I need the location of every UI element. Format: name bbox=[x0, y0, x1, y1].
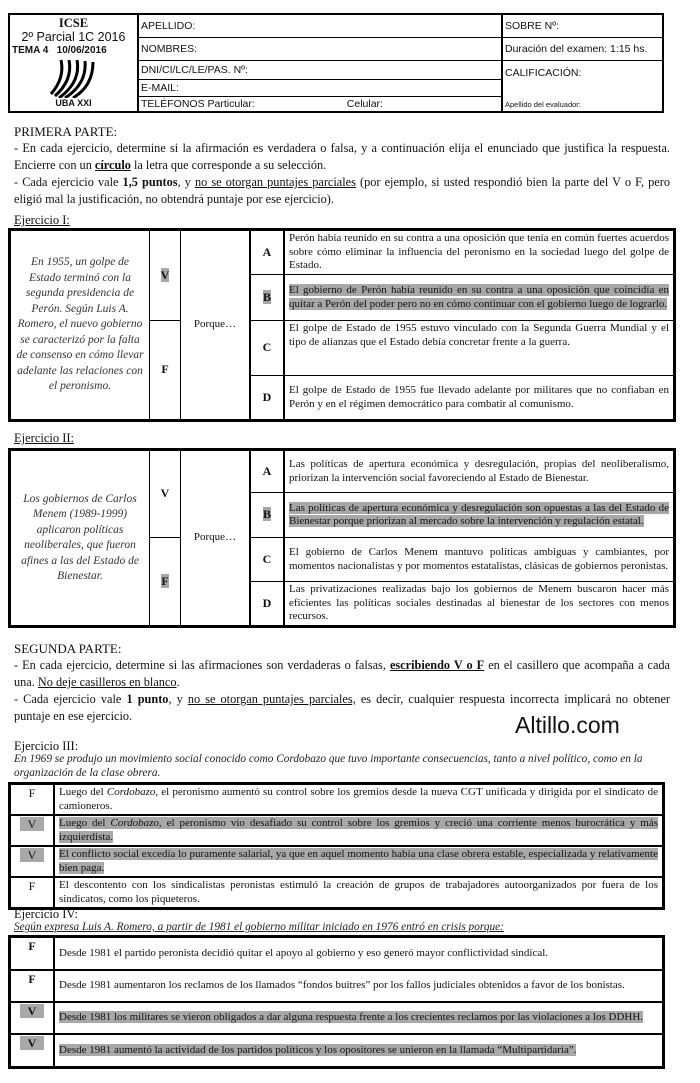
text: - En cada ejercicio, determine si las afirmaciones son verdaderas o falsas, bbox=[14, 658, 390, 672]
student-fields bbox=[139, 15, 503, 111]
ej1-option-v[interactable] bbox=[150, 230, 181, 321]
option-text: El gobierno de Perón había reunido en su contra a una oposición que coincidía en quitar a Perón del poder pero no en cómo continuar con el gobierno luego de lograrlo. bbox=[289, 284, 669, 310]
letter: B bbox=[262, 507, 271, 522]
ej3-statement-4: El descontento con los sindicalistas peronistas estimuló la creación de grupos de trabajadores autoorganizados por fuera de los sindicatos, como los piqueteros. bbox=[54, 877, 664, 909]
letter: B bbox=[262, 289, 271, 304]
ej2-option-f[interactable] bbox=[150, 538, 181, 627]
ej2-statement: Los gobiernos de Carlos Menem (1989-1999) aplicaron políticas neoliberales, que fueron afines a las del Estado de Bienestar. bbox=[10, 450, 150, 627]
text-bold: 1 punto bbox=[126, 692, 169, 706]
ej2-option-v[interactable]: V bbox=[150, 450, 181, 538]
ej1-option-c: El golpe de Estado de 1955 estuvo vinculado con la Segunda Guerra Mundial y el tipo de alianzas que el Estado debía concretar frente a la guerra. bbox=[284, 321, 675, 376]
answer: V bbox=[20, 817, 45, 831]
ej4-row bbox=[10, 937, 664, 970]
ej3-row bbox=[10, 784, 664, 816]
text: - Cada ejercicio vale bbox=[14, 692, 127, 706]
ejercicio-3-intro: En 1969 se produjo un movimiento social conocido como Cordobazo que tuvo importante consecuencias, tanto a nivel político, como en la organización de la clase obrera. bbox=[14, 753, 643, 779]
duracion-label: Duración del examen: 1:15 hs. bbox=[503, 38, 662, 61]
ejercicio-1-table bbox=[8, 228, 676, 422]
text: en el casillero que acompaña a cada una. bbox=[14, 658, 671, 689]
ej3-statement-2 bbox=[54, 815, 664, 846]
text: es decir, cualquier respuesta incorrecta implicará no obtener puntaje en ese ejercicio. bbox=[14, 692, 671, 723]
ej3-answer-4[interactable]: F bbox=[10, 877, 55, 909]
ejercicio-4-table bbox=[8, 935, 665, 1069]
answer: V bbox=[20, 848, 45, 862]
ejercicio-4-title: Ejercicio IV: bbox=[14, 907, 78, 921]
ej2-letter-b[interactable] bbox=[250, 493, 284, 538]
text: . bbox=[176, 675, 180, 689]
text: , el peronismo vio desafiado su control sobre los gremios y creció una corriente menos burocrática y más izquierdista. bbox=[59, 817, 658, 843]
title: Ejercicio I: bbox=[14, 213, 70, 227]
admin-fields bbox=[503, 15, 662, 111]
text: (por ejemplo, si usted respondió bien la parte del V o F, pero eligió mal la justificación, no obtendrá puntaje por ese ejercicio). bbox=[14, 175, 670, 206]
ej3-answer-3[interactable] bbox=[10, 846, 55, 877]
uba-logo-icon bbox=[49, 58, 99, 98]
tema-date: TEMA 4 10/06/2016 bbox=[12, 45, 107, 56]
text-italic: Cordobazo bbox=[110, 817, 159, 829]
ej2-letter-d[interactable]: D bbox=[250, 582, 284, 627]
primera-parte-instructions bbox=[14, 123, 670, 208]
ej4-answer-3[interactable] bbox=[10, 1002, 55, 1034]
title: Ejercicio II: bbox=[14, 431, 75, 445]
ej3-answer-2[interactable] bbox=[10, 815, 55, 846]
ej4-row bbox=[10, 970, 664, 1002]
ej3-row bbox=[10, 815, 664, 846]
text-bold-underlined: escribiendo V o F bbox=[389, 658, 485, 672]
ej4-answer-4[interactable] bbox=[10, 1034, 55, 1067]
ej1-letter-c[interactable]: C bbox=[250, 321, 284, 376]
calificacion-label: CALIFICACIÓN: bbox=[505, 67, 582, 79]
text: Luego del bbox=[59, 817, 111, 829]
telefonos-label: TELÉFONOS Particular: bbox=[141, 98, 255, 110]
text: Desde 1981 los militares se vieron obligados a dar alguna respuesta frente a los crecientes reclamos por las violaciones a los DDHH. bbox=[59, 1011, 644, 1024]
institution: ICSE bbox=[58, 16, 89, 30]
telefonos-field[interactable] bbox=[139, 97, 501, 111]
exam-header bbox=[8, 13, 664, 113]
sobre-field[interactable]: SOBRE Nº: bbox=[503, 15, 662, 38]
ej3-row bbox=[10, 877, 664, 909]
ej1-letter-b[interactable] bbox=[250, 275, 284, 321]
text-italic: Cordobazo bbox=[106, 786, 156, 798]
ejercicio-3-title: Ejercicio III: bbox=[14, 739, 79, 753]
ej3-statement-3 bbox=[54, 846, 664, 877]
ej4-statement-4 bbox=[54, 1034, 664, 1067]
ej2-option-a: Las políticas de apertura económica y desregulación, propias del neoliberalismo, priorizan la intervención social favoreciendo al Estado de Bienestar. bbox=[284, 450, 675, 493]
ej1-option-a: Perón había reunido en su contra a una oposición que tenía en común fuertes acuerdos sobre cómo eliminar la influencia del peronismo en la sociedad luego del golpe de Estado. bbox=[284, 230, 675, 275]
ej4-row bbox=[10, 1034, 664, 1067]
text-underlined: No deje casilleros en blanco bbox=[37, 675, 177, 689]
text-underlined: no se otorgan puntajes parciales bbox=[194, 175, 356, 189]
ej4-answer-1[interactable]: F bbox=[10, 937, 55, 970]
logo-text: UBA XXI bbox=[55, 98, 92, 108]
ej1-option-b bbox=[284, 275, 675, 321]
text: El conflicto social excedía lo puramente salarial, ya que en aquel momento había una clase obrera estable, especializada y relativamente bien paga. bbox=[59, 848, 658, 874]
ej2-letter-a[interactable]: A bbox=[250, 450, 284, 493]
ej1-statement: En 1955, un golpe de Estado terminó con la segunda presidencia de Perón. Según Luis A. Romero, el nuevo gobierno se caracterizó por la falta de consenso en cómo llevar adelante las relaciones con el peronismo. bbox=[10, 230, 150, 421]
ej2-option-c: El gobierno de Carlos Menem mantuvo políticas ambiguas y cambiantes, por momentos nacionalistas y por momentos estatalistas, clásicas de gobiernos peronistas. bbox=[284, 538, 675, 582]
evaluador-label: Apellido del evaluador: bbox=[505, 100, 581, 109]
instruction-1 bbox=[14, 140, 670, 174]
watermark: Altillo.com bbox=[515, 712, 620, 738]
ejercicio-2-table bbox=[8, 448, 676, 628]
text: , el peronismo aumentó su control sobre los gremios desde la nueva CGT unificada y dirigida por el sindicato de camioneros. bbox=[59, 786, 658, 812]
ej1-option-f[interactable]: F bbox=[150, 321, 181, 421]
nombres-field[interactable]: NOMBRES: bbox=[139, 38, 501, 61]
option-text: Las políticas de apertura económica y desregulación son opuestas a las del Estado de Bienestar porque priorizan al mercado sobre la intervención y regulación estatal. bbox=[289, 501, 669, 528]
instruction-1 bbox=[14, 657, 670, 691]
ejercicio-4-intro: Según expresa Luis A. Romero, a partir de 1981 el gobierno militar iniciado en 1976 entró en crisis porque: bbox=[14, 921, 504, 933]
ej2-porque: Porque… bbox=[181, 450, 251, 627]
text: , y bbox=[177, 175, 195, 189]
ej4-answer-2[interactable]: F bbox=[10, 970, 55, 1002]
v-label: V bbox=[160, 267, 170, 282]
header-logo-block bbox=[10, 15, 139, 111]
ej4-row bbox=[10, 1002, 664, 1034]
ej3-row bbox=[10, 846, 664, 877]
text-underlined: no se otorgan puntajes parciales, bbox=[187, 692, 356, 706]
ej2-letter-c[interactable]: C bbox=[250, 538, 284, 582]
text: Luego del bbox=[59, 786, 107, 798]
exam-name: 2º Parcial 1C 2016 bbox=[21, 30, 126, 44]
text: Desde 1981 aumentó la actividad de los partidos políticos y los opositores se unieron en la llamada “Multipartidaria”. bbox=[59, 1043, 577, 1056]
ejercicio-1-title bbox=[14, 213, 70, 228]
ejercicio-3-table bbox=[8, 782, 665, 910]
text: - En cada ejercicio, determine si la afirmación es verdadera o falsa, y a continuación elija el enunciado que justifica la respuesta. Encierre con un bbox=[14, 141, 670, 172]
ej1-letter-a[interactable]: A bbox=[250, 230, 284, 275]
ej4-statement-3 bbox=[54, 1002, 664, 1034]
email-field[interactable]: E-MAIL: bbox=[139, 80, 501, 97]
ej4-statement-1: Desde 1981 el partido peronista decidió quitar el apoyo al gobierno y eso generó mayor conflictividad sindical. bbox=[54, 937, 664, 970]
dni-field[interactable]: DNI/CI/LC/LE/PAS. Nº: bbox=[139, 61, 501, 80]
text-bold: 1,5 puntos bbox=[122, 175, 178, 189]
text-underlined: círculo bbox=[94, 158, 131, 172]
instruction-2 bbox=[14, 174, 670, 208]
f-label: F bbox=[161, 573, 169, 588]
text: - Cada ejercicio vale bbox=[14, 175, 123, 189]
text: la letra que corresponde a su selección. bbox=[130, 158, 327, 172]
answer: V bbox=[20, 1036, 45, 1050]
ej3-statement-1 bbox=[54, 784, 664, 816]
ej2-option-d: Las privatizaciones realizadas bajo los gobiernos de Menem buscaron hacer más eficientes las políticas sociales destinadas al bienestar de los sectores con menos recursos. bbox=[284, 582, 675, 627]
celular-label: Celular: bbox=[346, 98, 383, 110]
segunda-parte-title: SEGUNDA PARTE: bbox=[14, 641, 122, 656]
ej1-option-d: El golpe de Estado de 1955 fue llevado adelante por militares que no confiaban en Perón y en el régimen democrático para combatir al comunismo. bbox=[284, 376, 675, 421]
ej1-letter-d[interactable]: D bbox=[250, 376, 284, 421]
ej4-statement-2: Desde 1981 aumentaron los reclamos de los llamados “fondos buitres” por los fallos judiciales obtenidos a favor de los bonistas. bbox=[54, 970, 664, 1002]
answer: V bbox=[20, 1004, 45, 1018]
ej1-porque: Porque… bbox=[181, 230, 251, 421]
ejercicio-2-title bbox=[14, 431, 74, 446]
ej2-option-b bbox=[284, 493, 675, 538]
apellido-field[interactable]: APELLIDO: bbox=[139, 15, 501, 38]
text: , y bbox=[168, 692, 188, 706]
primera-parte-title: PRIMERA PARTE: bbox=[14, 124, 118, 139]
calificacion-field[interactable] bbox=[503, 61, 662, 111]
ej3-answer-1[interactable]: F bbox=[10, 784, 55, 816]
